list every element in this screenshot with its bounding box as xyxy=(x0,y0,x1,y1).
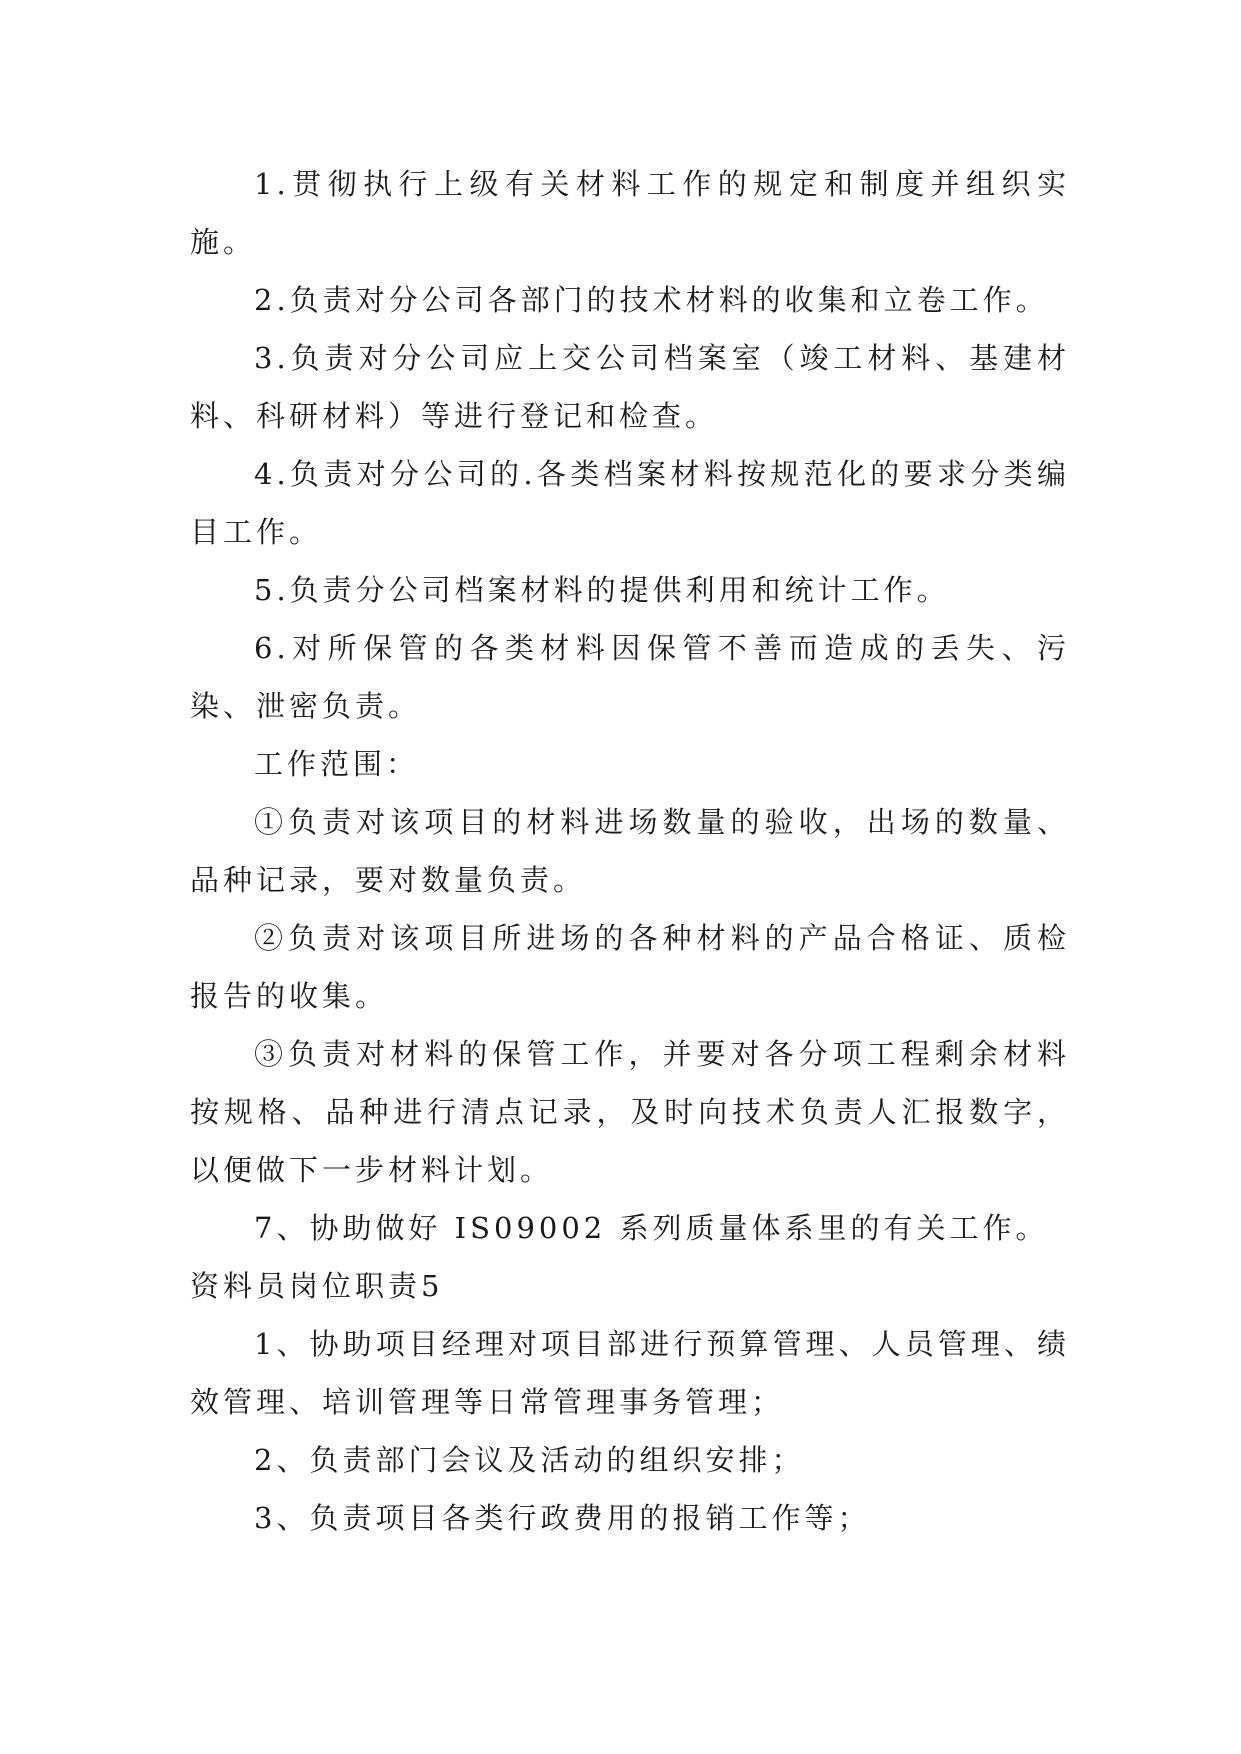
section-paragraph-1: 1、协助项目经理对项目部进行预算管理、人员管理、绩效管理、培训管理等日常管理事务管理； xyxy=(190,1327,1070,1419)
scope-item-1: ①负责对该项目的材料进场数量的验收，出场的数量、品种记录，要对数量负责。 xyxy=(190,805,1070,897)
paragraph-4: 4.负责对分公司的.各类档案材料按规范化的要求分类编目工作。 xyxy=(190,457,1070,549)
work-scope-heading: 工作范围： xyxy=(254,747,420,781)
paragraph-5: 5.负责分公司档案材料的提供利用和统计工作。 xyxy=(254,573,950,607)
scope-item-2: ②负责对该项目所进场的各种材料的产品合格证、质检报告的收集。 xyxy=(190,921,1070,1013)
scope-item-3: ③负责对材料的保管工作，并要对各分项工程剩余材料按规格、品种进行清点记录，及时向技术负责人汇报数字，以便做下一步材料计划。 xyxy=(190,1037,1070,1187)
paragraph-2: 2.负责对分公司各部门的技术材料的收集和立卷工作。 xyxy=(254,283,1049,317)
paragraph-3: 3.负责对分公司应上交公司档案室（竣工材料、基建材料、科研材料）等进行登记和检查。 xyxy=(190,341,1070,433)
section-heading: 资料员岗位职责5 xyxy=(190,1269,444,1303)
section-paragraph-2: 2、负责部门会议及活动的组织安排； xyxy=(254,1443,805,1477)
document-page xyxy=(190,155,1070,1547)
paragraph-6: 6.对所保管的各类材料因保管不善而造成的丢失、污染、泄密负责。 xyxy=(190,631,1070,723)
paragraph-1: 1.贯彻执行上级有关材料工作的规定和制度并组织实施。 xyxy=(190,167,1070,259)
paragraph-7: 7、协助做好 IS09002 系列质量体系里的有关工作。 xyxy=(254,1211,1049,1245)
section-paragraph-3: 3、负责项目各类行政费用的报销工作等； xyxy=(254,1501,871,1535)
